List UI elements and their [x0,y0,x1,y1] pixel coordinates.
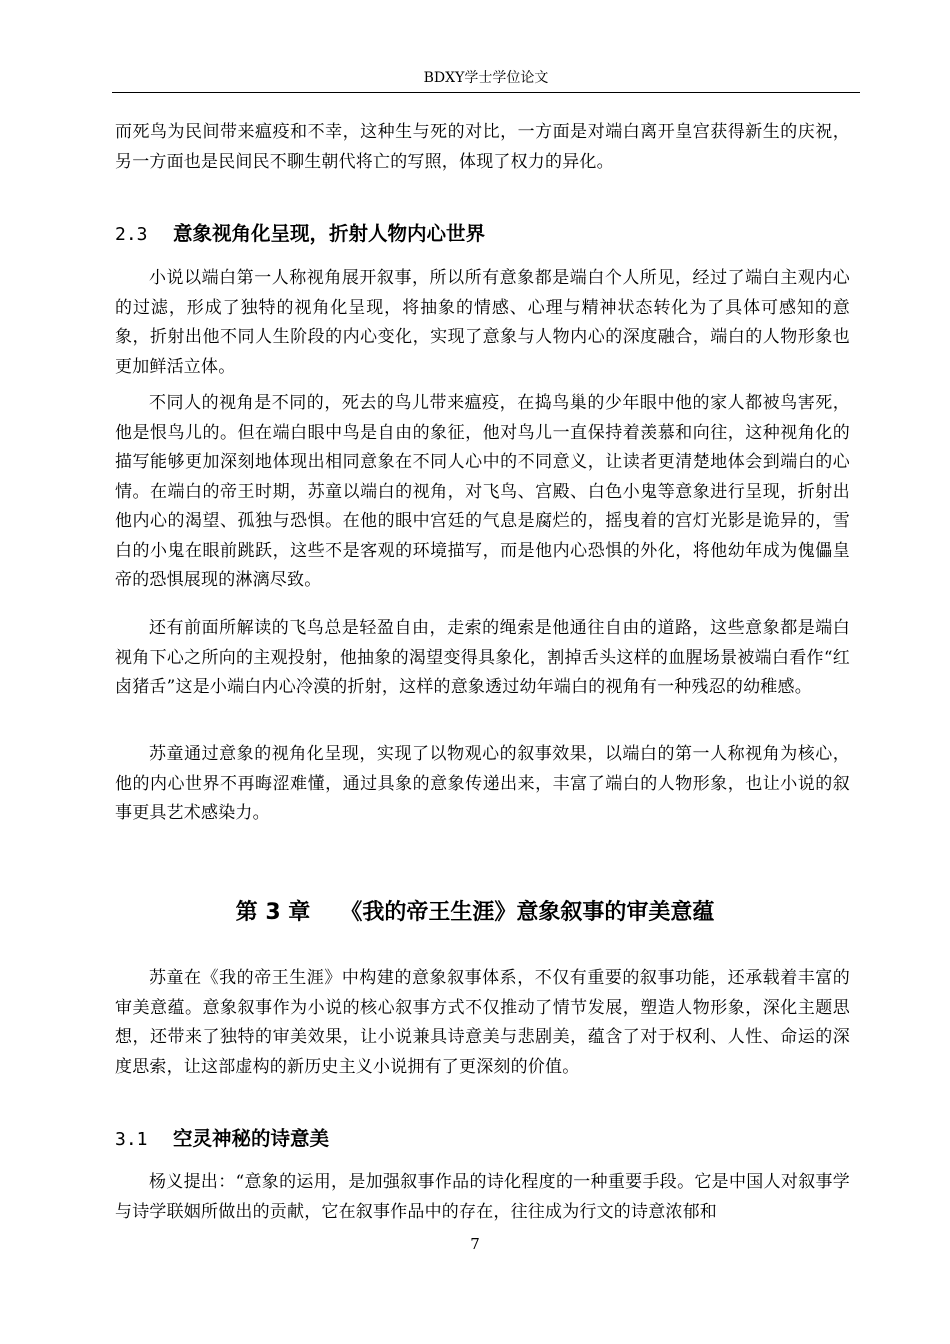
section-title: 空灵神秘的诗意美 [173,1127,330,1150]
section-title: 意象视角化呈现，折射人物内心世界 [173,222,486,245]
paragraph: 还有前面所解读的飞鸟总是轻盈自由，走索的绳索是他通往自由的道路，这些意象都是端白视角下心之所向的主观投射，他抽象的渴望变得具象化，割掉舌头这样的血腥场景被端白看作“红卤猪舌”这是小端白内心冷漠的折射，这样的意象透过幼年端白的视角有一种残忍的幼稚感。 [115,618,850,697]
section-number: 3.1 [115,1129,148,1150]
running-header [112,64,860,93]
chapter-heading-3 [0,897,950,929]
paragraph-continued: 而死鸟为民间带来瘟疫和不幸，这种生与死的对比，一方面是对端白离开皇宫获得新生的庆祝，另一方面也是民间民不聊生朝代将亡的写照，体现了权力的异化。 [115,122,850,172]
paragraph: 小说以端白第一人称视角展开叙事，所以所有意象都是端白个人所见，经过了端白主观内心的过滤，形成了独特的视角化呈现，将抽象的情感、心理与精神状态转化为了具体可感知的意象，折射出他不同人生阶段的内心变化，实现了意象与人物内心的深度融合，端白的人物形象也更加鲜活立体。 [115,268,850,377]
page-number: 7 [470,1235,480,1253]
header-title: BDXY学士学位论文 [423,70,549,86]
chapter-number: 第 3 章 [235,900,311,925]
section-heading-3-1 [115,1124,329,1155]
paragraph: 杨义提出：“意象的运用，是加强叙事作品的诗化程度的一种重要手段。它是中国人对叙事学与诗学联姻所做出的贡献，它在叙事作品中的存在，往往成为行文的诗意浓郁和 [115,1172,850,1222]
chapter-title: 《我的帝王生涯》意象叙事的审美意蕴 [340,900,715,925]
paragraph: 苏童在《我的帝王生涯》中构建的意象叙事体系，不仅有重要的叙事功能，还承载着丰富的审美意蕴。意象叙事作为小说的核心叙事方式不仅推动了情节发展，塑造人物形象，深化主题思想，还带来了独特的审美效果，让小说兼具诗意美与悲剧美，蕴含了对于权利、人性、命运的深度思索，让这部虚构的新历史主义小说拥有了更深刻的价值。 [115,968,850,1077]
section-number: 2.3 [115,224,148,245]
section-heading-2-3 [115,219,485,250]
paragraph: 不同人的视角是不同的，死去的鸟儿带来瘟疫，在捣鸟巢的少年眼中他的家人都被鸟害死，他是恨鸟儿的。但在端白眼中鸟是自由的象征，他对鸟儿一直保持着羡慕和向往，这种视角化的描写能够更加深刻地体现出相同意象在不同人心中的不同意义，让读者更清楚地体会到端白的心情。在端白的帝王时期，苏童以端白的视角，对飞鸟、宫殿、白色小鬼等意象进行呈现，折射出他内心的渴望、孤独与恐惧。在他的眼中宫廷的气息是腐烂的，摇曳着的宫灯光影是诡异的，雪白的小鬼在眼前跳跃，这些不是客观的环境描写，而是他内心恐惧的外化，将他幼年成为傀儡皇帝的恐惧展现的淋漓尽致。 [115,393,850,590]
paragraph: 苏童通过意象的视角化呈现，实现了以物观心的叙事效果，以端白的第一人称视角为核心，他的内心世界不再晦涩难懂，通过具象的意象传递出来，丰富了端白的人物形象，也让小说的叙事更具艺术感染力。 [115,744,850,823]
